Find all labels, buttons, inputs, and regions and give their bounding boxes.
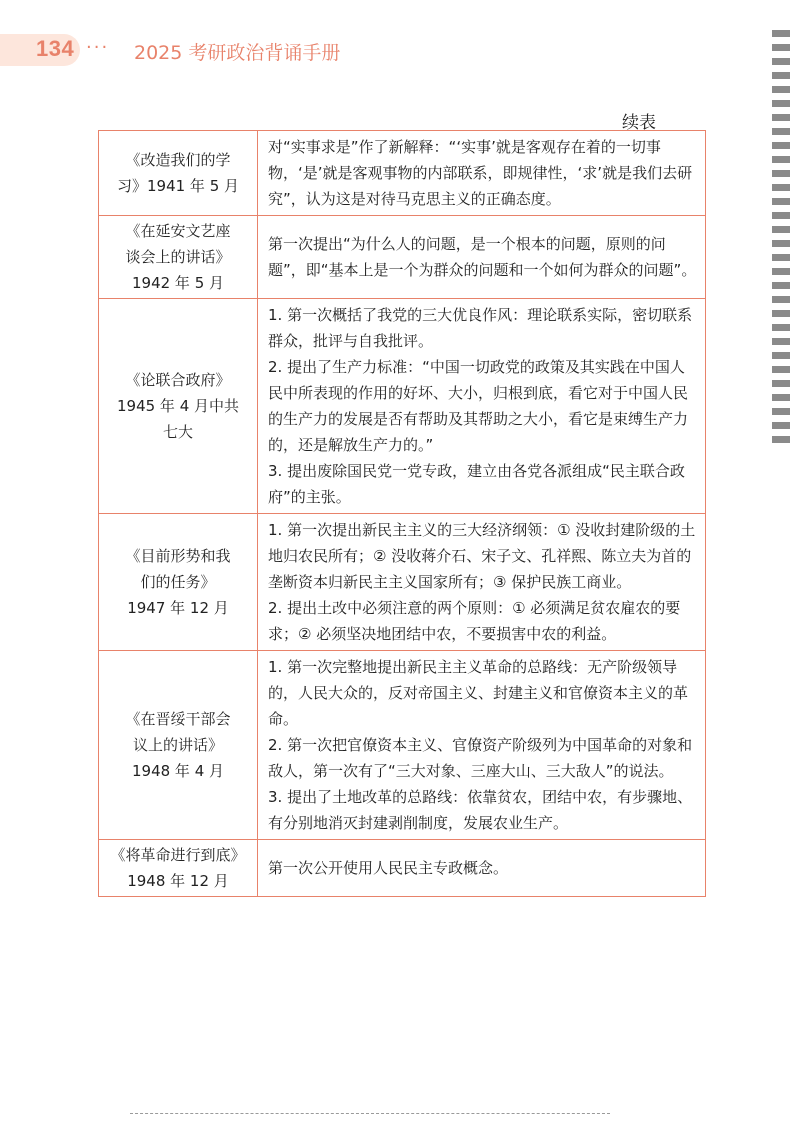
work-title-line: 《在延安文艺座 — [125, 222, 231, 240]
work-title-line: 1945 年 4 月中共 — [116, 397, 240, 415]
content-paragraph: 2. 提出土改中必须注意的两个原则：① 必须满足贫农雇农的要求；② 必须坚决地团结中农，不要损害中农的利益。 — [268, 599, 681, 643]
content-paragraph: 2. 提出了生产力标准：“中国一切政党的政策及其实践在中国人民中所表现的作用的好坏、大小，归根到底，看它对于中国人民的生产力的发展是否有帮助及其帮助之大小，看它是束缚生产力的，还是解放生产力的。” — [268, 358, 689, 454]
content-paragraph: 第一次提出“为什么人的问题，是一个根本的问题，原则的问题”，即“基本上是一个为群众的问题和一个如何为群众的问题”。 — [268, 235, 697, 279]
work-title-cell — [99, 651, 258, 840]
work-title-line: 谈会上的讲话》 — [125, 248, 231, 266]
content-paragraph: 1. 第一次概括了我党的三大优良作风：理论联系实际，密切联系群众，批评与自我批评。 — [268, 306, 693, 350]
table-row — [99, 651, 706, 840]
work-title-line: 1947 年 12 月 — [127, 599, 229, 617]
work-content-cell — [258, 216, 706, 299]
table-row — [99, 514, 706, 651]
content-paragraph: 第一次公开使用人民民主专政概念。 — [268, 859, 509, 877]
work-title-cell — [99, 216, 258, 299]
bottom-dashed-line — [130, 1113, 610, 1114]
content-paragraph: 3. 提出了土地改革的总路线：依靠贫农，团结中农，有步骤地、有分别地消灭封建剥削制度，发展农业生产。 — [268, 788, 693, 832]
work-title-cell — [99, 299, 258, 514]
content-paragraph: 1. 第一次提出新民主主义的三大经济纲领：① 没收封建阶级的土地归农民所有；② 没收蒋介石、宋子文、孔祥熙、陈立夫为首的垄断资本归新民主主义国家所有；③ 保护民族工商业。 — [268, 521, 696, 591]
work-title-line: 《论联合政府》 — [125, 371, 231, 389]
table-row — [99, 131, 706, 216]
page-number: 134 — [36, 36, 75, 61]
work-content-cell — [258, 299, 706, 514]
book-title: 2025 考研政治背诵手册 — [134, 42, 341, 64]
works-table — [98, 130, 706, 897]
work-title-cell — [99, 131, 258, 216]
work-content-cell — [258, 131, 706, 216]
work-content-cell — [258, 840, 706, 897]
work-title-line: 1942 年 5 月 — [131, 274, 225, 292]
page-binding-edge — [772, 30, 790, 450]
work-title-line: 1948 年 4 月 — [131, 762, 225, 780]
work-title-line: 七大 — [162, 423, 193, 441]
work-title-line: 1948 年 12 月 — [127, 872, 229, 890]
work-title-line: 《在晋绥干部会 — [125, 710, 231, 728]
content-paragraph: 2. 第一次把官僚资本主义、官僚资产阶级列为中国革命的对象和敌人，第一次有了“三大对象、三座大山、三大敌人”的说法。 — [268, 736, 693, 780]
work-title-line: 习》1941 年 5 月 — [116, 177, 240, 195]
table-row — [99, 840, 706, 897]
work-title-line: 《将革命进行到底》 — [110, 846, 246, 864]
work-title-line: 《目前形势和我 — [125, 547, 231, 565]
page-header — [0, 26, 800, 66]
content-paragraph: 对“实事求是”作了新解释：“‘实事’就是客观存在着的一切事物，‘是’就是客观事物的内部联系，即规律性，‘求’就是我们去研究”，认为这是对待马克思主义的正确态度。 — [268, 138, 693, 208]
header-dots: ··· — [86, 37, 110, 58]
table-row — [99, 216, 706, 299]
table-row — [99, 299, 706, 514]
continued-label: 续表 — [622, 113, 656, 133]
work-title-cell — [99, 514, 258, 651]
work-title-line: 们的任务》 — [140, 573, 216, 591]
work-content-cell — [258, 651, 706, 840]
work-title-cell — [99, 840, 258, 897]
content-paragraph: 3. 提出废除国民党一党专政，建立由各党各派组成“民主联合政府”的主张。 — [268, 462, 685, 506]
content-paragraph: 1. 第一次完整地提出新民主主义革命的总路线：无产阶级领导的，人民大众的，反对帝国主义、封建主义和官僚资本主义的革命。 — [268, 658, 689, 728]
work-title-line: 《改造我们的学 — [125, 151, 231, 169]
work-content-cell — [258, 514, 706, 651]
work-title-line: 议上的讲话》 — [132, 736, 223, 754]
